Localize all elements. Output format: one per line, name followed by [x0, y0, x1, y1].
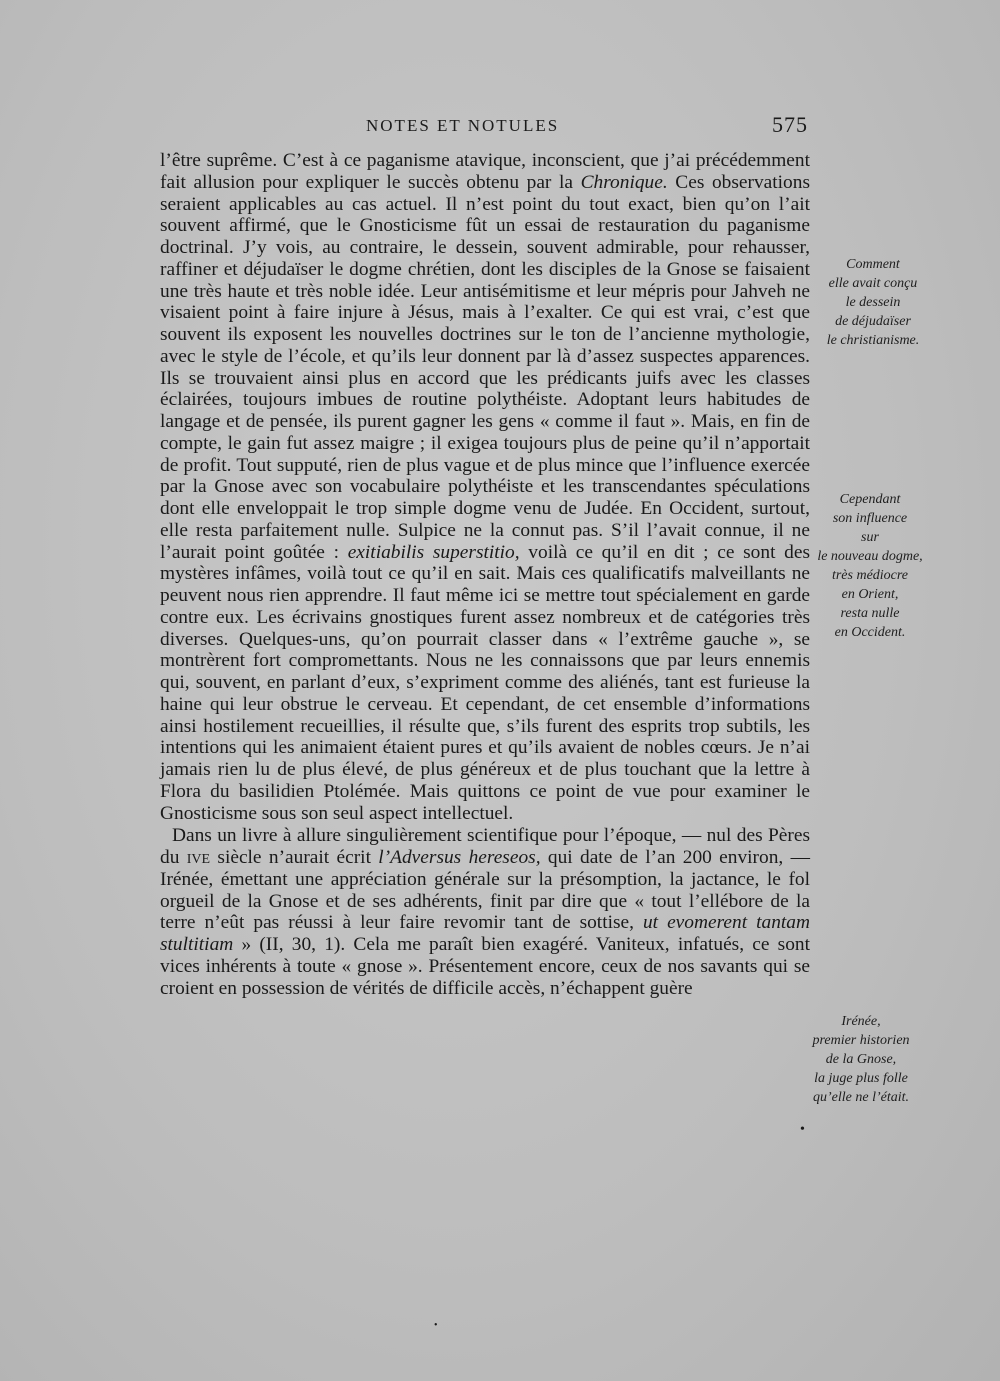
- margin-dot-mark: •: [800, 1122, 805, 1137]
- text-segment: Ces observations seraient applicables au cas actuel. Il n’est point du tout exact, bien qu’on l’ait souvent affirmé, que le Gnosticisme fût un essai de restauration du paganisme doctrinal. J’y vois, au contraire, le dessein, souvent admirable, pour rehausser, raffiner et déjudaïser le dogme chrétien, dont les disciples de la Gnose se faisaient une très haute et très noble idée. Leur antisémitisme et leur mépris pour Jahveh ne visaient point à faire injure à Jésus, mais à l’exalter. Ce qui est vrai, c’est que souvent ils exposent les nouvelles doctrines sur le ton de l’ancienne mythologie, avec le style de l’école, et qu’ils leur donnent par là d’assez suspectes apparences. Ils se trouvaient ainsi plus en accord que les prédicants juifs avec les classes éclairées, toujours imbues de routine polythéiste. Adoptant leurs habitudes de langage et de pensée, ils purent gagner les gens « comme il faut ». Mais, en fin de compte, le gain fut assez maigre ; il exigea toujours plus de peine qu’il n’apportait de profit. Tout supputé, rien de plus vague et de plus mince que l’influence exercée par la Gnose avec son vocabulaire polythéiste et les transcendantes spéculations dont elle enveloppait le trop simple dogme venu de Judée. En Occident, surtout, elle resta parfaitement nulle. Sulpice ne la connut pas. S’il l’avait connue, il ne l’aurait point goûtée :: [160, 171, 810, 563]
- margin-note-line: Comment: [846, 257, 900, 272]
- margin-note-line: en Orient,: [841, 587, 899, 602]
- margin-note-line: resta nulle: [840, 606, 900, 621]
- margin-note-line: premier historien: [812, 1033, 910, 1048]
- margin-note-line: Cependant: [839, 492, 901, 507]
- text-segment: l’être suprême. C’est à ce paganisme atavique, inconscient, que j’ai précédemment fait allusion pour expliquer le succès obtenu par la: [160, 150, 810, 193]
- margin-note-line: de la Gnose,: [825, 1052, 897, 1067]
- italic-title-chronique: Chronique.: [580, 171, 668, 193]
- paragraph-2: [160, 825, 810, 999]
- page-number: 575: [772, 112, 808, 137]
- italic-latin-quote: exitiabilis superstitio,: [347, 541, 520, 563]
- margin-note-1: [808, 255, 938, 350]
- text-segment: Dans un livre à allure singulièrement scientifique pour l’époque, — nul des Pères du: [160, 825, 810, 868]
- text-segment: voilà ce qu’il en dit ; ce sont des mystères infâmes, voilà tout ce qu’il en sait. Mais ces qualificatifs malveillants ne peuvent nous rien apprendre. Il faut même ici se mettre tout spécialement en garde contre eux. Les écrivains gnostiques furent assez nombreux et de catégories très diverses. Quelques-uns, qu’on pourrait classer dans « l’extrême gauche », se montrèrent fort compromettants. Nous ne les connaissons que par leurs ennemis qui, souvent, en parlant d’eux, s’expriment comme des aliénés, tant est furieuse la haine qui leur obstrue le cerveau. Et cependant, de cet ensemble d’informations ainsi hostilement recueillies, il résulte que, s’ils furent des esprits trop subtils, les intentions qui les animaient étaient pures et qu’ils avaient de nobles cœurs. Je n’ai jamais rien lu de plus élevé, de plus généreux et de plus touchant que la lettre à Flora du basilidien Ptolémée. Mais quittons ce point de vue pour examiner le Gnosticisme sous son seul aspect intellectuel.: [160, 541, 811, 824]
- text-segment: siècle n’aurait écrit: [210, 847, 379, 868]
- margin-note-line: son influence: [832, 511, 908, 526]
- margin-note-3: [798, 1012, 924, 1107]
- margin-note-line: de déjudaïser: [835, 314, 911, 329]
- text-segment: » (II, 30, 1). Cela me paraît bien exagéré. Vaniteux, infatués, ce sont vices inhérents à toute « gnose ». Présentement encore, ceux de nos savants qui se croient en possession de vérités de difficile accès, n’échappent guère: [160, 934, 810, 999]
- margin-note-line: le nouveau dogme,: [817, 549, 923, 564]
- margin-note-line: le christianisme.: [826, 333, 920, 348]
- margin-note-line: la juge plus folle: [814, 1071, 908, 1086]
- paragraph-1: [160, 150, 810, 824]
- margin-note-line: elle avait conçu: [828, 276, 918, 291]
- margin-note-line: sur: [861, 530, 879, 545]
- running-head: NOTES ET NOTULES: [366, 116, 560, 135]
- margin-note-line: qu’elle ne l’était.: [812, 1090, 910, 1105]
- body-text: [160, 150, 810, 999]
- italic-latin-quote: ut evomerent tantam stultitiam: [160, 912, 810, 955]
- bottom-dot-mark: •: [434, 1320, 438, 1331]
- margin-note-line: très médiocre: [831, 568, 909, 583]
- text-segment: qui date de l’an 200 environ, — Irénée, émettant une appréciation générale sur la présomption, la jactance, le fol orgueil de la Gnose et de ses adhérents, finit par dire que « tout l’ellébore de la terre n’eût pas réussi à leur faire revomir tant de sottise,: [160, 847, 810, 934]
- margin-note-2: [800, 490, 940, 642]
- margin-note-line: Irénée,: [841, 1014, 881, 1029]
- century-numeral: ive: [186, 847, 211, 868]
- margin-note-line: en Occident.: [834, 625, 906, 640]
- italic-title-adversus: l’Adversus hereseos,: [378, 847, 541, 868]
- margin-note-line: le dessein: [845, 295, 901, 310]
